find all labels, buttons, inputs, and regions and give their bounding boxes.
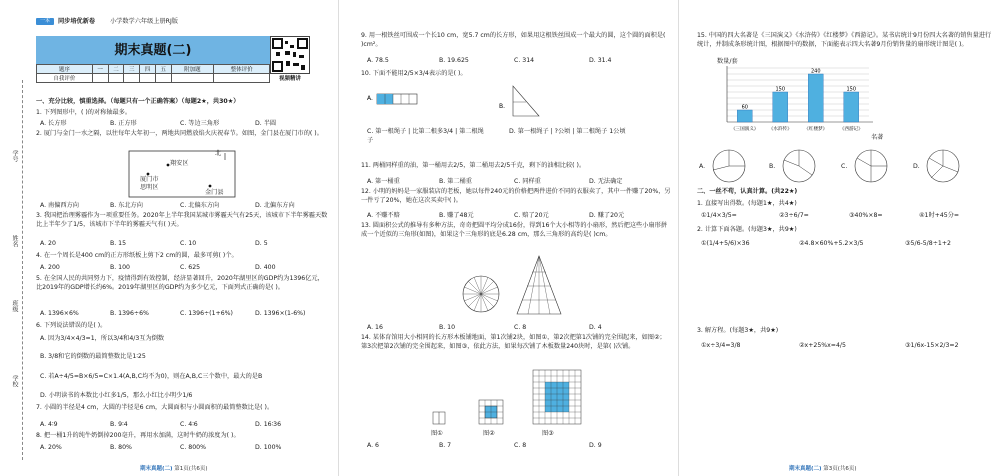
q14-fig1-label: 图① <box>431 430 443 437</box>
page-1-footer <box>140 464 208 472</box>
q13-option-b[interactable]: B. 10 <box>439 324 456 331</box>
calc-1-item[interactable]: ④1时+45分= <box>919 212 960 219</box>
pie-option-b-figure <box>783 150 815 182</box>
page-3-footer <box>789 464 857 472</box>
q13-option-a[interactable]: A. 16 <box>367 324 383 331</box>
q11-option-b[interactable]: B. 第二桶重 <box>439 178 472 185</box>
pie-options <box>705 148 975 184</box>
q9-option-d[interactable]: D. 31.4 <box>589 57 612 64</box>
chart-category-label: 《红楼梦》 <box>804 127 828 132</box>
map-label-siming: 思明区 <box>140 184 159 191</box>
q2-option-a[interactable]: A. 南偏西方向 <box>40 202 79 209</box>
q4-option-d[interactable]: D. 400 <box>255 264 276 271</box>
map-north-label: 北 <box>215 150 222 157</box>
map-label-xiamen: 厦门市 <box>140 176 159 183</box>
score-cell[interactable] <box>124 74 140 83</box>
pie-option-a-figure <box>713 150 745 182</box>
score-header: 题序 <box>37 65 93 74</box>
q3-option-a[interactable]: A. 20 <box>40 240 56 247</box>
chart-data-label: 240 <box>810 68 821 75</box>
q3-option-b[interactable]: B. 15 <box>110 240 127 247</box>
q5-option-a[interactable]: A. 1396×6% <box>40 310 79 317</box>
score-cell[interactable] <box>171 74 213 83</box>
chart-ylabel: 数量/套 <box>717 58 738 65</box>
side-label-id: 学号 <box>11 150 18 162</box>
q14-option-c[interactable]: C. 8 <box>514 442 527 449</box>
q10-option-a-figure[interactable] <box>367 86 487 120</box>
question-1: 1. 下列图形中，( )的对称轴最多。 <box>36 109 132 116</box>
qr-code[interactable] <box>270 36 310 74</box>
subtitle: 小学数学六年级上册RJ版 <box>110 18 178 25</box>
calc-2-item[interactable]: ①(1/4+5/6)×36 <box>701 240 750 247</box>
q8-option-c[interactable]: C. 800% <box>180 444 206 451</box>
question-6: 6. 下列说法错误的是( )。 <box>36 322 107 329</box>
q6-option-c[interactable]: C. 若A÷4/5=B×6/5=C×1.4(A,B,C均不为0)，则在A,B,C三个数中，最大的是B <box>40 373 263 380</box>
q12-option-b[interactable]: B. 赚了48元 <box>439 212 474 219</box>
score-header: 二 <box>108 65 124 74</box>
q7-option-a[interactable]: A. 4∶9 <box>40 421 58 428</box>
question-2: 2. 厦门与金门一水之隔，以往每年大年初一，两地共同燃放焰火庆祝春节。如图，金门县在厦门市的( )。 <box>36 130 323 137</box>
q14-figures <box>429 364 599 430</box>
q11-option-c[interactable]: C. 同样重 <box>514 178 541 185</box>
score-header: 三 <box>124 65 140 74</box>
calc-3-item[interactable]: ③1/6x-15×2/3=2 <box>905 342 959 349</box>
footer-page-number: 第3页(共6页) <box>823 466 857 472</box>
q6-option-d[interactable]: D. 小明读书的本数比小红多1/5，那么小红比小明少1/6 <box>40 392 193 399</box>
question-10: 10. 下面不能用2/5×3/4表示的是( )。 <box>361 70 467 77</box>
q14-option-b[interactable]: B. 7 <box>439 442 452 449</box>
q1-option-a[interactable]: A. 长方形 <box>40 120 67 127</box>
exam-title-box <box>36 36 270 64</box>
svg-text:B.: B. <box>499 103 506 110</box>
calc-2-heading: 2. 计算下面各题。(每题3★，共9★) <box>697 226 797 233</box>
chart-category-label: 《三国演义》 <box>730 127 759 132</box>
calc-1-heading: 1. 直接写出得数。(每题1★，共4★) <box>697 200 797 207</box>
cut-line <box>22 80 23 460</box>
score-cell[interactable] <box>155 74 171 83</box>
pie-option-b[interactable]: B. <box>769 163 776 170</box>
q4-option-c[interactable]: C. 625 <box>180 264 201 271</box>
q5-option-c[interactable]: C. 1396÷(1+6%) <box>180 310 233 317</box>
calc-3-item[interactable]: ①x÷3/4=3/8 <box>701 342 741 349</box>
score-header: 整体评价 <box>214 65 270 74</box>
question-3: 3. 我国把治理雾霾作为一项重要任务。2020年上半年我国某城市雾霾天气有25天，该城市下半年雾霾天数比上半年少了1/5，该城市下半年的雾霾天气有( )天。 <box>36 212 328 228</box>
q8-option-d[interactable]: D. 100% <box>255 444 282 451</box>
q9-option-b[interactable]: B. 19.625 <box>439 57 469 64</box>
calc-1-item[interactable]: ③40%×8= <box>849 212 883 219</box>
q6-option-a[interactable]: A. 因为3/4×4/3=1，所以3/4和4/3互为倒数 <box>40 335 165 342</box>
page-1 <box>0 0 338 476</box>
calc-1-item[interactable]: ①1/4×3/5= <box>701 212 737 219</box>
q9-option-a[interactable]: A. 78.5 <box>367 57 389 64</box>
side-label-name: 姓名 <box>11 235 18 247</box>
question-15: 15. 中国的四大名著是《三国演义》《水浒传》《红楼梦》《西游记》。某书店统计9月份四大名著的销售量进行统计，并制成条形统计图，根据图中的数据，下面能表示四大名著9月份销售量的扇形统计图是( )。 <box>697 32 992 48</box>
q8-option-a[interactable]: A. 20% <box>40 444 62 451</box>
q12-option-d[interactable]: D. 赚了20元 <box>589 212 625 219</box>
question-14: 14. 某体育馆用大小相同的长方形木板铺地面，第1次铺2块，如图①，第2次把第1次铺的完全围起来，如图②；第3次把第2次铺的完全围起来，如图③，依此方法，如果每次铺了木板数量240块时，是第( )次铺。 <box>361 334 666 350</box>
brand-tag: 一本 <box>36 18 54 25</box>
q1-option-d[interactable]: D. 半圆 <box>255 120 277 127</box>
score-cell[interactable] <box>108 74 124 83</box>
q14-fig3-label: 图③ <box>542 430 554 437</box>
pie-option-c[interactable]: C. <box>841 163 848 170</box>
score-header: 五 <box>155 65 171 74</box>
section-1-heading: 一、充分比较，慎重选择。（每题只有一个正确答案）（每题2★，共30★） <box>36 98 240 105</box>
footer-title: 期末真题(二) <box>789 466 822 472</box>
chart-data-label: 150 <box>846 86 857 93</box>
chart-data-label: 60 <box>741 104 748 111</box>
q7-option-b[interactable]: B. 9∶4 <box>110 421 128 428</box>
chart-data-label: 150 <box>775 86 786 93</box>
chart-svg <box>719 64 879 144</box>
q7-option-d[interactable]: D. 16∶36 <box>255 421 282 428</box>
q14-option-a[interactable]: A. 6 <box>367 442 379 449</box>
q7-option-c[interactable]: C. 4∶6 <box>180 421 198 428</box>
chart-bar <box>844 92 859 122</box>
pie-option-c-figure <box>855 150 887 182</box>
q5-option-b[interactable]: B. 1396÷6% <box>110 310 149 317</box>
q14-fig2-label: 图② <box>483 430 495 437</box>
chart-category-label: 《西游记》 <box>839 127 863 132</box>
question-4: 4. 在一个周长是400 cm的正方形纸板上剪下2 cm的圆，最多可剪( )个。 <box>36 252 238 259</box>
side-label-school: 学校 <box>11 375 18 387</box>
chart-category-label: 《水浒传》 <box>768 127 792 132</box>
q11-option-a[interactable]: A. 第一桶重 <box>367 178 400 185</box>
q14-option-d[interactable]: D. 9 <box>589 442 602 449</box>
calc-1-item[interactable]: ②3÷6/7= <box>779 212 809 219</box>
page-3 <box>678 0 1000 476</box>
series-title: 同步培优新卷 <box>58 18 96 25</box>
q13-option-c[interactable]: C. 8 <box>514 324 527 331</box>
q13-figure <box>459 254 569 320</box>
chart-xlabel: 名著 <box>871 134 884 141</box>
score-header: 四 <box>140 65 156 74</box>
exam-title: 期末真题(二) <box>114 43 192 58</box>
pie-option-d[interactable]: D. <box>913 163 920 170</box>
q2-option-b[interactable]: B. 东北方向 <box>110 202 143 209</box>
score-table <box>36 64 270 83</box>
q2-option-d[interactable]: D. 北偏东方向 <box>255 202 295 209</box>
q9-option-c[interactable]: C. 314 <box>514 57 535 64</box>
page-2 <box>338 0 679 476</box>
chart-bar <box>773 92 788 122</box>
qr-pattern-icon <box>271 37 309 73</box>
q4-option-a[interactable]: A. 200 <box>40 264 60 271</box>
q13-option-d[interactable]: D. 4 <box>589 324 602 331</box>
calc-3-item[interactable]: ②x+25%x=4/5 <box>799 342 846 349</box>
q6-option-b[interactable]: B. 3/8和它的倒数的最简整数比是1∶25 <box>40 353 146 360</box>
score-header: 附加题 <box>171 65 213 74</box>
q10-option-b-figure[interactable] <box>499 82 579 122</box>
score-row-label: 自我评价 <box>37 74 93 83</box>
q12-option-c[interactable]: C. 赔了20元 <box>514 212 549 219</box>
chart-bar <box>737 110 752 122</box>
map-label-xiang: 翔安区 <box>170 160 189 167</box>
calc-2-item[interactable]: ③5/6-5/8÷1+2 <box>905 240 951 247</box>
q12-option-a[interactable]: A. 不赚不赔 <box>367 212 400 219</box>
header-bar <box>36 18 310 27</box>
q1-option-c[interactable]: C. 等边三角形 <box>180 120 220 127</box>
q1-option-b[interactable]: B. 正方形 <box>110 120 137 127</box>
question-7: 7. 小圆的半径是4 cm，大圆的半径是6 cm，大圆面积与小圆面积的最简整数比是( )。 <box>36 404 274 411</box>
qr-label: 视频精讲 <box>278 76 301 82</box>
q2-option-c[interactable]: C. 北偏东方向 <box>180 202 220 209</box>
footer-page-number: 第1页(共6页) <box>174 466 208 472</box>
question-8: 8. 把一桶1升的纯牛奶倒掉200亳升，再用水加满，这时牛奶的浓度为( )。 <box>36 432 240 439</box>
q4-option-b[interactable]: B. 100 <box>110 264 130 271</box>
pie-option-d-figure <box>927 150 959 182</box>
q5-option-d[interactable]: D. 1396×(1-6%) <box>255 310 306 317</box>
section-2-heading: 二、一丝不苟，认真计算。(共22★) <box>697 188 798 195</box>
footer-title: 期末真题(二) <box>140 466 173 472</box>
svg-text:A.: A. <box>367 95 373 102</box>
map-label-jinmen: 金门县 <box>205 189 224 196</box>
question-12: 12. 小明的妈妈是一家服装店的老板，她以每件240元的价格把两件进价不同的衣服卖了，其中一件赚了20%，另一件亏了20%，她在这次买卖中( )。 <box>361 188 671 204</box>
question-9: 9. 用一根铁丝可围成一个长10 cm，宽5.7 cm的长方形，如果用这根铁丝围成一个最大的圆，这个圆的面积是( )cm²。 <box>361 32 666 48</box>
score-header: 一 <box>92 65 108 74</box>
score-cell[interactable] <box>214 74 270 83</box>
calc-2-item[interactable]: ②4.8×60%+5.2×3/5 <box>799 240 864 247</box>
chart-bar <box>808 74 823 122</box>
q8-option-b[interactable]: B. 80% <box>110 444 132 451</box>
q3-option-d[interactable]: D. 5 <box>255 240 268 247</box>
score-cell[interactable] <box>92 74 108 83</box>
q10-option-d[interactable]: D. 第一根绳子 | ?公顷 | 第二根绳子 1公顷 <box>509 128 626 135</box>
question-5: 5. 在全国人民的共同努力下，疫情得到有效控制，经济显著回升，2020年湖里区的GDP约为1396亿元，比2019年的GDP增长约6%。2019年湖里区的GDP约为多少亿元，下面列式正确的是( )。 <box>36 275 324 291</box>
calc-3-heading: 3. 解方程。(每题3★，共9★) <box>697 327 779 334</box>
score-cell[interactable] <box>140 74 156 83</box>
question-11: 11. 两桶同样重的油，第一桶用去2/5，第二桶用去2/5千克，剩下的油相比较( )。 <box>361 162 586 169</box>
side-label-class: 班级 <box>11 300 18 312</box>
pie-option-a[interactable]: A. <box>699 163 706 170</box>
q3-option-c[interactable]: C. 10 <box>180 240 197 247</box>
q10-option-c[interactable]: C. 第一根绳子 | 比第二根多3/4 | 第二根绳子 <box>367 128 484 144</box>
q11-option-d[interactable]: D. 无法确定 <box>589 178 623 185</box>
question-13: 13. 圆面积公式的推导有多种方法，奇奇把圆平均分成16份，得到16个大小相等的小扇形，然后把这些小扇形拼成一个近似的三角形(如图)，如果这个三角形的底是6.28 cm，那么三角形的高约是( )cm。 <box>361 222 667 238</box>
